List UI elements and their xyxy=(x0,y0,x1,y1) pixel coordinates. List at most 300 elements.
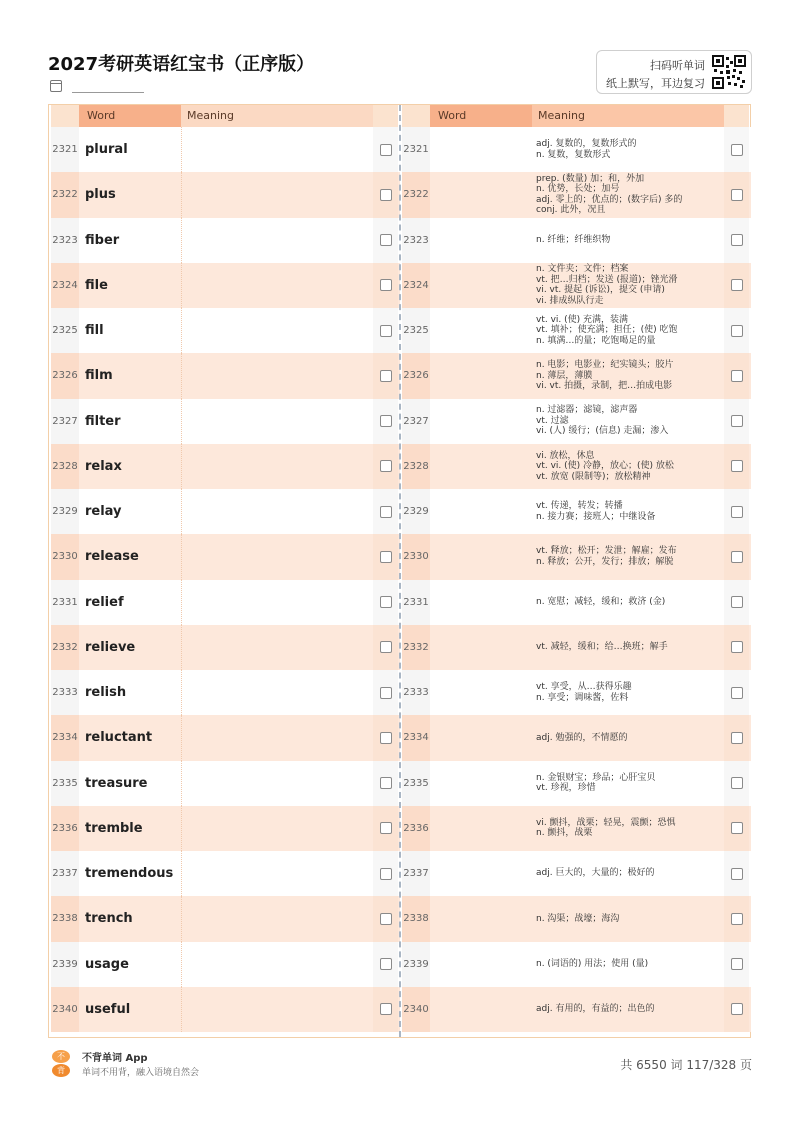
word-blank[interactable] xyxy=(430,263,532,308)
table-row xyxy=(51,308,400,353)
word-text: relay xyxy=(85,504,122,520)
meaning-line: n. 接力赛；接班人；中继设备 xyxy=(536,511,656,522)
review-checkbox[interactable] xyxy=(731,325,743,337)
meaning-line: n. 填满…的量；吃饱喝足的量 xyxy=(536,335,656,346)
table-row xyxy=(402,353,751,398)
checkbox-cell xyxy=(724,580,749,625)
checkbox-cell xyxy=(724,399,749,444)
meaning-text xyxy=(536,263,722,308)
date-field xyxy=(50,80,150,94)
checkbox-cell xyxy=(373,580,398,625)
word-blank[interactable] xyxy=(430,489,532,534)
table-row xyxy=(402,987,751,1032)
table-row xyxy=(402,127,751,172)
review-checkbox[interactable] xyxy=(731,415,743,427)
word-blank[interactable] xyxy=(430,896,532,941)
table-row xyxy=(51,263,400,308)
word-blank[interactable] xyxy=(430,399,532,444)
checkbox-cell xyxy=(373,489,398,534)
row-number: 2333 xyxy=(51,670,79,715)
row-number: 2330 xyxy=(402,534,430,579)
table-header xyxy=(402,105,751,127)
row-number: 2327 xyxy=(402,399,430,444)
review-checkbox[interactable] xyxy=(380,641,392,653)
meaning-line: adj. 零上的；优点的；(数字后) 多的 xyxy=(536,194,683,205)
meaning-line: vi. vt. 拍摄，录制，把…拍成电影 xyxy=(536,381,673,392)
meaning-blank[interactable] xyxy=(181,806,374,851)
word-text: treasure xyxy=(85,775,148,791)
meaning-line: vt. vi. (使) 冷静，放心；(使) 放松 xyxy=(536,461,674,472)
meaning-line: vi. 放松，休息 xyxy=(536,450,595,461)
row-number: 2322 xyxy=(51,172,79,217)
meaning-text xyxy=(536,353,722,398)
checkbox-cell xyxy=(373,987,398,1032)
row-number: 2340 xyxy=(51,987,79,1032)
meaning-text xyxy=(536,806,722,851)
row-number: 2336 xyxy=(51,806,79,851)
meaning-text xyxy=(536,218,722,263)
meaning-blank[interactable] xyxy=(181,942,374,987)
fold-divider xyxy=(399,105,401,1037)
meaning-line: n. 享受；调味酱，佐料 xyxy=(536,692,629,703)
table-row xyxy=(402,851,751,896)
review-checkbox[interactable] xyxy=(380,144,392,156)
meaning-line: conj. 此外，况且 xyxy=(536,205,606,216)
word-blank[interactable] xyxy=(430,670,532,715)
meaning-blank[interactable] xyxy=(181,172,374,217)
table-row xyxy=(51,218,400,263)
review-checkbox[interactable] xyxy=(380,1003,392,1015)
word-blank[interactable] xyxy=(430,987,532,1032)
review-checkbox[interactable] xyxy=(380,325,392,337)
row-number: 2321 xyxy=(51,127,79,172)
meaning-blank[interactable] xyxy=(181,715,374,760)
checkbox-cell xyxy=(724,308,749,353)
scan-sublabel: 纸上默写，耳边复习 xyxy=(606,77,705,90)
review-checkbox[interactable] xyxy=(380,868,392,880)
word-text: tremble xyxy=(85,820,143,836)
table-row xyxy=(402,625,751,670)
word-blank[interactable] xyxy=(430,172,532,217)
meaning-line: n. 过滤器；滤镜，滤声器 xyxy=(536,405,638,416)
scan-label: 扫码听单词 xyxy=(650,59,705,72)
review-checkbox[interactable] xyxy=(380,460,392,472)
table-row xyxy=(51,806,400,851)
word-text: tremendous xyxy=(85,866,174,882)
word-text: fiber xyxy=(85,232,120,248)
word-text: relief xyxy=(85,594,124,610)
word-blank[interactable] xyxy=(430,942,532,987)
table-row xyxy=(402,942,751,987)
page-title: 2027考研英语红宝书（正序版） xyxy=(48,54,315,75)
checkbox-cell xyxy=(373,218,398,263)
checkbox-cell xyxy=(373,896,398,941)
review-checkbox[interactable] xyxy=(380,506,392,518)
review-checkbox[interactable] xyxy=(731,279,743,291)
row-number: 2337 xyxy=(51,851,79,896)
row-number: 2330 xyxy=(51,534,79,579)
checkbox-cell xyxy=(724,806,749,851)
word-text: filter xyxy=(85,413,121,429)
app-slogan: 单词不用背，融入语境自然会 xyxy=(82,1068,200,1078)
meaning-line: vt. 释放；松开；发泄；解雇；发布 xyxy=(536,546,677,557)
vocabulary-table xyxy=(48,104,751,1038)
meaning-line: vt. 把…归档；发送 (报道)；锉光滑 xyxy=(536,274,678,285)
review-checkbox[interactable] xyxy=(731,687,743,699)
table-row xyxy=(51,534,400,579)
meaning-line: vt. 减轻，缓和；给…换班；解手 xyxy=(536,642,668,653)
row-number: 2338 xyxy=(402,896,430,941)
meaning-line: n. (词语的) 用法；使用 (量) xyxy=(536,958,649,969)
meaning-blank[interactable] xyxy=(181,851,374,896)
meaning-blank[interactable] xyxy=(181,308,374,353)
meaning-line: vi. 排成纵队行走 xyxy=(536,295,604,306)
meaning-text xyxy=(536,987,722,1032)
meaning-line: adj. 勉强的，不情愿的 xyxy=(536,732,628,743)
checkbox-cell xyxy=(373,715,398,760)
review-checkbox[interactable] xyxy=(731,460,743,472)
review-checkbox[interactable] xyxy=(380,958,392,970)
meaning-text xyxy=(536,172,722,217)
table-row xyxy=(51,987,400,1032)
row-number: 2332 xyxy=(402,625,430,670)
word-text: relish xyxy=(85,685,127,701)
word-blank[interactable] xyxy=(430,851,532,896)
header-word: Word xyxy=(79,105,181,127)
checkbox-cell xyxy=(724,896,749,941)
word-blank[interactable] xyxy=(430,127,532,172)
row-number: 2323 xyxy=(51,218,79,263)
checkbox-cell xyxy=(724,670,749,715)
review-checkbox[interactable] xyxy=(731,868,743,880)
table-row xyxy=(402,761,751,806)
meaning-line: n. 宽慰；减轻，缓和；救济 (金) xyxy=(536,596,666,607)
word-text: useful xyxy=(85,1001,131,1017)
checkbox-cell xyxy=(724,851,749,896)
table-row xyxy=(402,444,751,489)
checkbox-cell xyxy=(373,534,398,579)
table-row xyxy=(51,670,400,715)
table-row xyxy=(51,353,400,398)
checkbox-cell xyxy=(724,534,749,579)
checkbox-cell xyxy=(724,715,749,760)
row-number: 2337 xyxy=(402,851,430,896)
table-row xyxy=(51,580,400,625)
logo-bottom-glyph: 背 xyxy=(52,1064,70,1077)
table-row xyxy=(402,580,751,625)
checkbox-cell xyxy=(373,263,398,308)
meaning-line: n. 释放；公开，发行；排放；解脱 xyxy=(536,556,674,567)
meaning-blank[interactable] xyxy=(181,534,374,579)
meaning-line: vt. 放宽 (限制等)；放松精神 xyxy=(536,471,651,482)
table-row xyxy=(51,896,400,941)
checkbox-cell xyxy=(724,489,749,534)
meaning-line: vt. 享受，从…获得乐趣 xyxy=(536,682,632,693)
meaning-text xyxy=(536,127,722,172)
row-number: 2326 xyxy=(402,353,430,398)
meaning-text xyxy=(536,308,722,353)
logo-top-glyph: 不 xyxy=(52,1050,70,1063)
meaning-line: vt. 填补；使充满；担任；(使) 吃饱 xyxy=(536,325,678,336)
header-check xyxy=(724,105,749,127)
meaning-text xyxy=(536,399,722,444)
header-number xyxy=(402,105,430,127)
review-checkbox[interactable] xyxy=(380,234,392,246)
checkbox-cell xyxy=(724,218,749,263)
review-checkbox[interactable] xyxy=(380,913,392,925)
table-row xyxy=(402,534,751,579)
word-blank[interactable] xyxy=(430,625,532,670)
meaning-line: n. 电影；电影业；纪实镜头；胶片 xyxy=(536,360,674,371)
table-row xyxy=(51,942,400,987)
review-checkbox[interactable] xyxy=(731,189,743,201)
word-blank[interactable] xyxy=(430,444,532,489)
meaning-blank[interactable] xyxy=(181,444,374,489)
row-number: 2333 xyxy=(402,670,430,715)
meaning-blank[interactable] xyxy=(181,218,374,263)
table-row xyxy=(51,444,400,489)
date-blank-line xyxy=(72,92,144,93)
meaning-line: vt. vi. (使) 充满，装满 xyxy=(536,314,629,325)
meaning-line: adj. 巨大的，大量的；极好的 xyxy=(536,868,655,879)
word-blank[interactable] xyxy=(430,534,532,579)
review-checkbox[interactable] xyxy=(380,370,392,382)
review-checkbox[interactable] xyxy=(731,958,743,970)
header-meaning: Meaning xyxy=(532,105,724,127)
meaning-line: n. 颤抖，战栗 xyxy=(536,828,593,839)
row-number: 2325 xyxy=(402,308,430,353)
review-checkbox[interactable] xyxy=(731,777,743,789)
checkbox-cell xyxy=(724,353,749,398)
checkbox-cell xyxy=(373,308,398,353)
row-number: 2324 xyxy=(402,263,430,308)
word-blank[interactable] xyxy=(430,218,532,263)
review-checkbox[interactable] xyxy=(731,732,743,744)
row-number: 2323 xyxy=(402,218,430,263)
word-text: reluctant xyxy=(85,730,153,746)
table-row xyxy=(51,715,400,760)
meaning-line: n. 沟渠；战壕；海沟 xyxy=(536,913,620,924)
app-name: 不背单词 App xyxy=(82,1053,148,1064)
checkbox-cell xyxy=(373,353,398,398)
table-row xyxy=(51,127,400,172)
meaning-blank[interactable] xyxy=(181,353,374,398)
row-number: 2339 xyxy=(51,942,79,987)
checkbox-cell xyxy=(373,761,398,806)
meaning-column-panel xyxy=(402,105,751,1037)
calendar-icon xyxy=(50,80,62,92)
table-row xyxy=(402,896,751,941)
meaning-text xyxy=(536,444,722,489)
row-number: 2334 xyxy=(51,715,79,760)
word-blank[interactable] xyxy=(430,353,532,398)
meaning-line: n. 薄层，薄膜 xyxy=(536,370,593,381)
checkbox-cell xyxy=(373,851,398,896)
review-checkbox[interactable] xyxy=(380,279,392,291)
meaning-line: vt. 传递，转发；转播 xyxy=(536,501,623,512)
meaning-line: n. 文件夹；文件；档案 xyxy=(536,264,629,275)
checkbox-cell xyxy=(373,399,398,444)
review-checkbox[interactable] xyxy=(731,822,743,834)
meaning-blank[interactable] xyxy=(181,489,374,534)
word-blank[interactable] xyxy=(430,580,532,625)
word-text: trench xyxy=(85,911,133,927)
meaning-text xyxy=(536,489,722,534)
table-row xyxy=(402,670,751,715)
meaning-text xyxy=(536,942,722,987)
header-check xyxy=(373,105,398,127)
review-checkbox[interactable] xyxy=(380,415,392,427)
review-checkbox[interactable] xyxy=(380,822,392,834)
review-checkbox[interactable] xyxy=(380,777,392,789)
meaning-text xyxy=(536,625,722,670)
row-number: 2328 xyxy=(402,444,430,489)
row-number: 2332 xyxy=(51,625,79,670)
row-number: 2329 xyxy=(402,489,430,534)
table-row xyxy=(51,625,400,670)
meaning-line: vt. 过滤 xyxy=(536,415,569,426)
header-number xyxy=(51,105,79,127)
meaning-blank[interactable] xyxy=(181,761,374,806)
table-row xyxy=(402,399,751,444)
word-blank[interactable] xyxy=(430,308,532,353)
header-meaning: Meaning xyxy=(181,105,373,127)
word-text: film xyxy=(85,368,113,384)
word-text: relax xyxy=(85,458,122,474)
meaning-line: adj. 有用的，有益的；出色的 xyxy=(536,1004,655,1015)
review-checkbox[interactable] xyxy=(731,641,743,653)
review-checkbox[interactable] xyxy=(380,596,392,608)
meaning-text xyxy=(536,896,722,941)
row-number: 2339 xyxy=(402,942,430,987)
table-row xyxy=(51,172,400,217)
word-text: relieve xyxy=(85,639,136,655)
row-number: 2326 xyxy=(51,353,79,398)
word-blank[interactable] xyxy=(430,806,532,851)
table-header xyxy=(51,105,400,127)
table-row xyxy=(51,761,400,806)
word-blank[interactable] xyxy=(430,761,532,806)
meaning-blank[interactable] xyxy=(181,127,374,172)
word-text: plural xyxy=(85,142,128,158)
table-row xyxy=(51,399,400,444)
meaning-line: n. 纤维；纤维织物 xyxy=(536,234,611,245)
table-row xyxy=(51,489,400,534)
checkbox-cell xyxy=(724,444,749,489)
meaning-line: vi. vt. 提起 (诉讼)，提交 (申请) xyxy=(536,285,665,296)
row-number: 2327 xyxy=(51,399,79,444)
checkbox-cell xyxy=(724,172,749,217)
table-row xyxy=(402,806,751,851)
row-number: 2331 xyxy=(402,580,430,625)
word-column-panel xyxy=(51,105,400,1037)
row-number: 2334 xyxy=(402,715,430,760)
review-checkbox[interactable] xyxy=(731,551,743,563)
word-text: file xyxy=(85,277,108,293)
row-number: 2338 xyxy=(51,896,79,941)
meaning-blank[interactable] xyxy=(181,580,374,625)
checkbox-cell xyxy=(373,942,398,987)
row-number: 2335 xyxy=(402,761,430,806)
review-checkbox[interactable] xyxy=(731,144,743,156)
word-text: release xyxy=(85,549,139,565)
scan-to-listen-box[interactable] xyxy=(596,50,752,94)
app-logo xyxy=(52,1050,72,1078)
meaning-text xyxy=(536,580,722,625)
review-checkbox[interactable] xyxy=(380,732,392,744)
meaning-text xyxy=(536,670,722,715)
meaning-line: prep. (数量) 加；和，外加 xyxy=(536,173,645,184)
page-info: 共 6550 词 117/328 页 xyxy=(620,1058,752,1072)
meaning-line: vi. 颤抖，战栗；轻晃，震颤；恐惧 xyxy=(536,817,676,828)
review-checkbox[interactable] xyxy=(380,687,392,699)
checkbox-cell xyxy=(724,942,749,987)
checkbox-cell xyxy=(373,625,398,670)
word-text: fill xyxy=(85,323,104,339)
row-number: 2336 xyxy=(402,806,430,851)
row-number: 2321 xyxy=(402,127,430,172)
meaning-blank[interactable] xyxy=(181,896,374,941)
meaning-text xyxy=(536,851,722,896)
row-number: 2328 xyxy=(51,444,79,489)
checkbox-cell xyxy=(373,127,398,172)
checkbox-cell xyxy=(724,263,749,308)
table-row xyxy=(402,308,751,353)
review-checkbox[interactable] xyxy=(731,913,743,925)
checkbox-cell xyxy=(724,127,749,172)
row-number: 2322 xyxy=(402,172,430,217)
review-checkbox[interactable] xyxy=(731,370,743,382)
checkbox-cell xyxy=(724,761,749,806)
row-number: 2324 xyxy=(51,263,79,308)
meaning-text xyxy=(536,761,722,806)
meaning-blank[interactable] xyxy=(181,399,374,444)
meaning-line: vi. (人) 缓行；(信息) 走漏；渗入 xyxy=(536,426,669,437)
review-checkbox[interactable] xyxy=(731,234,743,246)
table-row xyxy=(402,172,751,217)
row-number: 2331 xyxy=(51,580,79,625)
table-row xyxy=(402,715,751,760)
meaning-line: adj. 复数的，复数形式的 xyxy=(536,139,637,150)
table-row xyxy=(402,263,751,308)
checkbox-cell xyxy=(373,444,398,489)
checkbox-cell xyxy=(373,806,398,851)
word-text: plus xyxy=(85,187,116,203)
checkbox-cell xyxy=(373,670,398,715)
meaning-blank[interactable] xyxy=(181,263,374,308)
meaning-blank[interactable] xyxy=(181,987,374,1032)
meaning-blank[interactable] xyxy=(181,670,374,715)
qr-code-icon[interactable] xyxy=(712,55,746,89)
row-number: 2329 xyxy=(51,489,79,534)
row-number: 2325 xyxy=(51,308,79,353)
meaning-blank[interactable] xyxy=(181,625,374,670)
review-checkbox[interactable] xyxy=(731,1003,743,1015)
table-row xyxy=(402,218,751,263)
word-text: usage xyxy=(85,956,129,972)
meaning-line: vt. 珍视，珍惜 xyxy=(536,783,596,794)
row-number: 2335 xyxy=(51,761,79,806)
table-row xyxy=(402,489,751,534)
review-checkbox[interactable] xyxy=(731,596,743,608)
checkbox-cell xyxy=(724,625,749,670)
header-word: Word xyxy=(430,105,532,127)
word-blank[interactable] xyxy=(430,715,532,760)
review-checkbox[interactable] xyxy=(731,506,743,518)
review-checkbox[interactable] xyxy=(380,551,392,563)
row-number: 2340 xyxy=(402,987,430,1032)
review-checkbox[interactable] xyxy=(380,189,392,201)
